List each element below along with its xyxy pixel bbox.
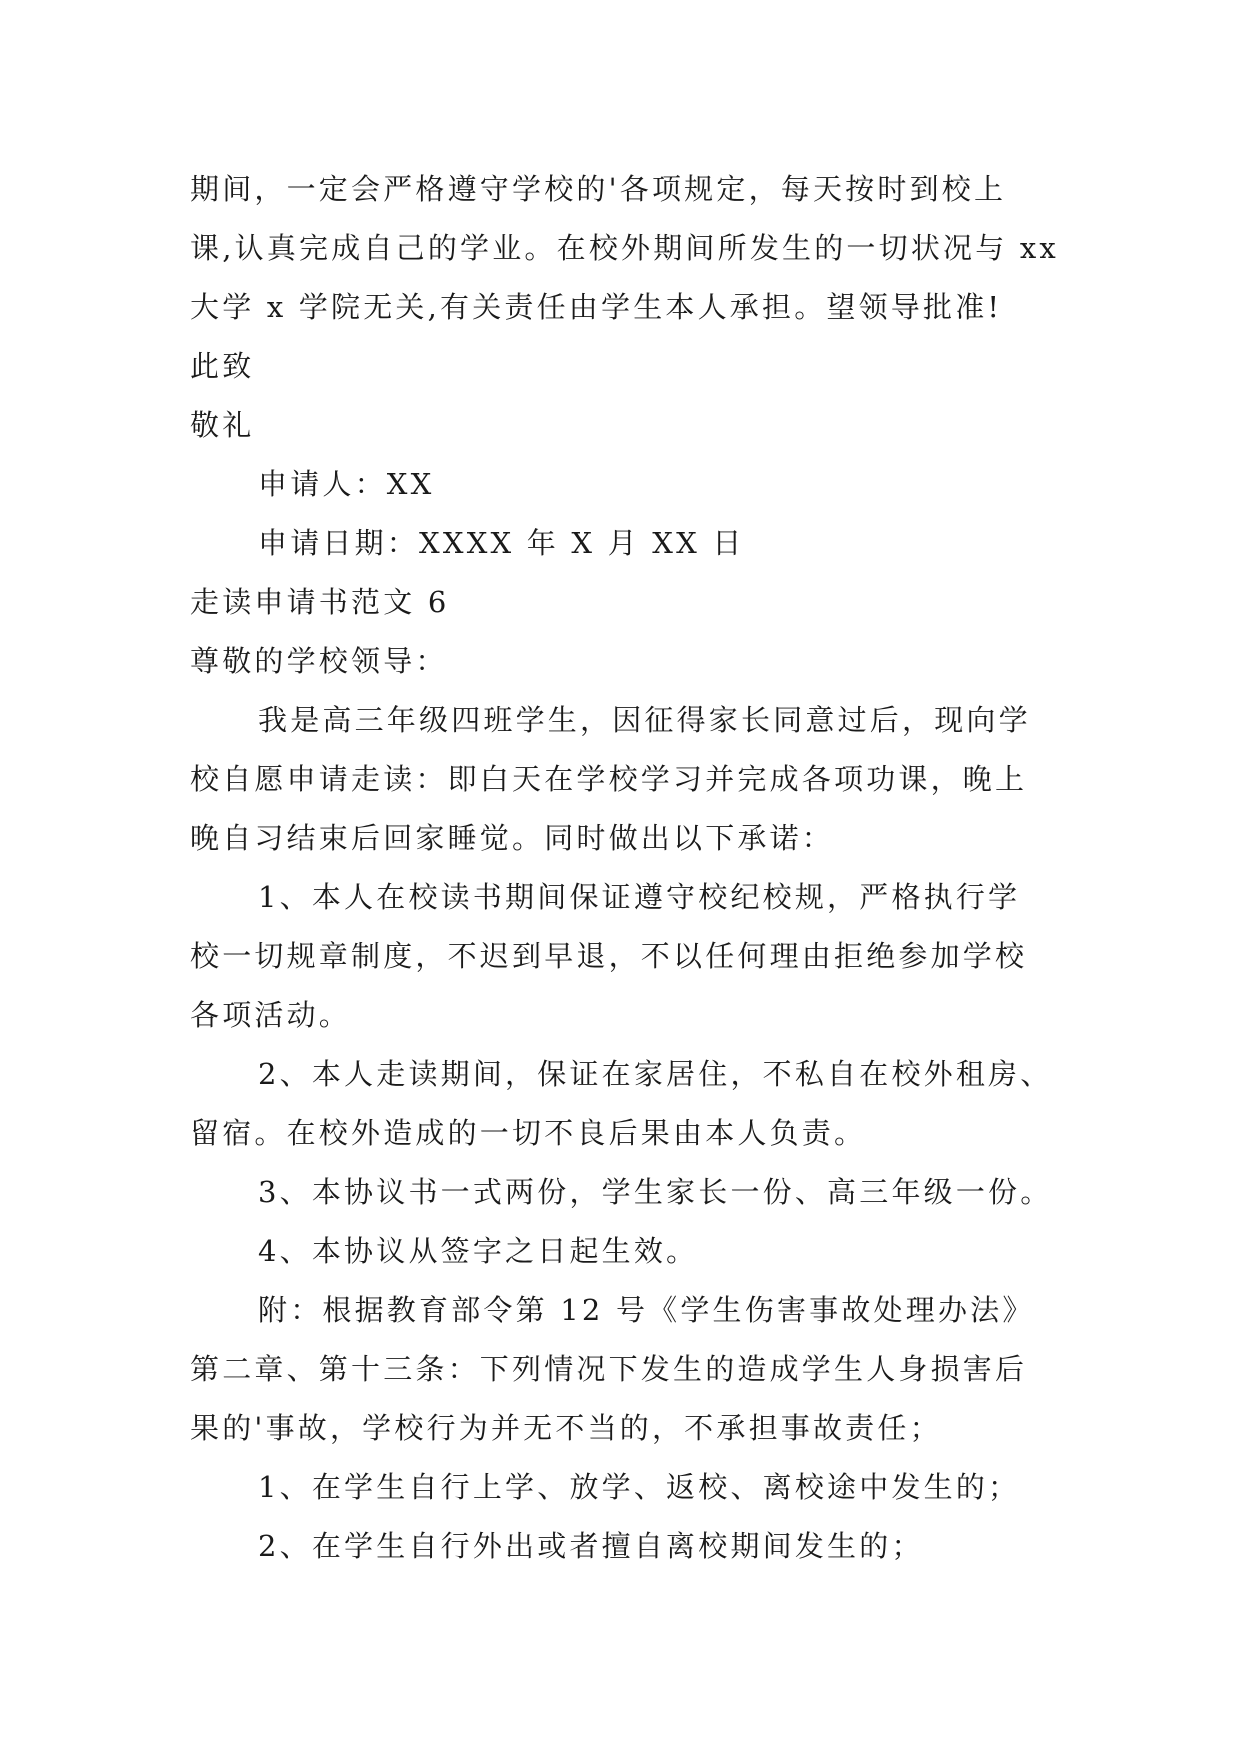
closing-salutation: 此致: [190, 349, 255, 383]
document-body: [190, 160, 1090, 1576]
text-line: 校一切规章制度，不迟到早退，不以任何理由拒绝参加学校: [190, 939, 1028, 973]
text-line: 校自愿申请走读：即白天在学校学习并完成各项功课，晚上: [190, 762, 1028, 796]
text-line: 1、在学生自行上学、放学、返校、离校途中发生的；: [258, 1470, 1021, 1504]
text-line: 晚自习结束后回家睡觉。同时做出以下承诺：: [190, 821, 835, 855]
text-line: 留宿。在校外造成的一切不良后果由本人负责。: [190, 1116, 867, 1150]
text-line: 期间，一定会严格遵守学校的'各项规定，每天按时到校上: [190, 172, 1007, 206]
text-line: 3、本协议书一式两份，学生家长一份、高三年级一份。: [258, 1175, 1053, 1209]
text-line: 2、在学生自行外出或者擅自离校期间发生的；: [258, 1529, 924, 1563]
text-line: 课,认真完成自己的学业。在校外期间所发生的一切状况与 xx: [190, 231, 1059, 265]
text-line: 果的'事故，学校行为并无不当的，不承担事故责任；: [190, 1411, 942, 1445]
section-title: 走读申请书范文 6: [190, 585, 450, 619]
greeting: 尊敬的学校领导：: [190, 644, 448, 678]
text-line: 各项活动。: [190, 998, 352, 1032]
text-line: 附：根据教育部令第 12 号《学生伤害事故处理办法》: [258, 1293, 1035, 1327]
text-line: 大学 x 学院无关,有关责任由学生本人承担。望领导批准!: [190, 290, 1003, 324]
text-line: 我是高三年级四班学生，因征得家长同意过后，现向学: [258, 703, 1031, 737]
text-line: 2、本人走读期间，保证在家居住，不私自在校外租房、: [258, 1057, 1053, 1091]
text-line: 第二章、第十三条：下列情况下发生的造成学生人身损害后: [190, 1352, 1028, 1386]
text-line: 1、本人在校读书期间保证遵守校纪校规，严格执行学: [258, 880, 1021, 914]
application-date-line: 申请日期：XXXX 年 X 月 XX 日: [258, 526, 745, 560]
closing-regards: 敬礼: [190, 408, 255, 442]
text-line: 4、本协议从签字之日起生效。: [258, 1234, 699, 1268]
applicant-line: 申请人：XX: [258, 467, 435, 501]
